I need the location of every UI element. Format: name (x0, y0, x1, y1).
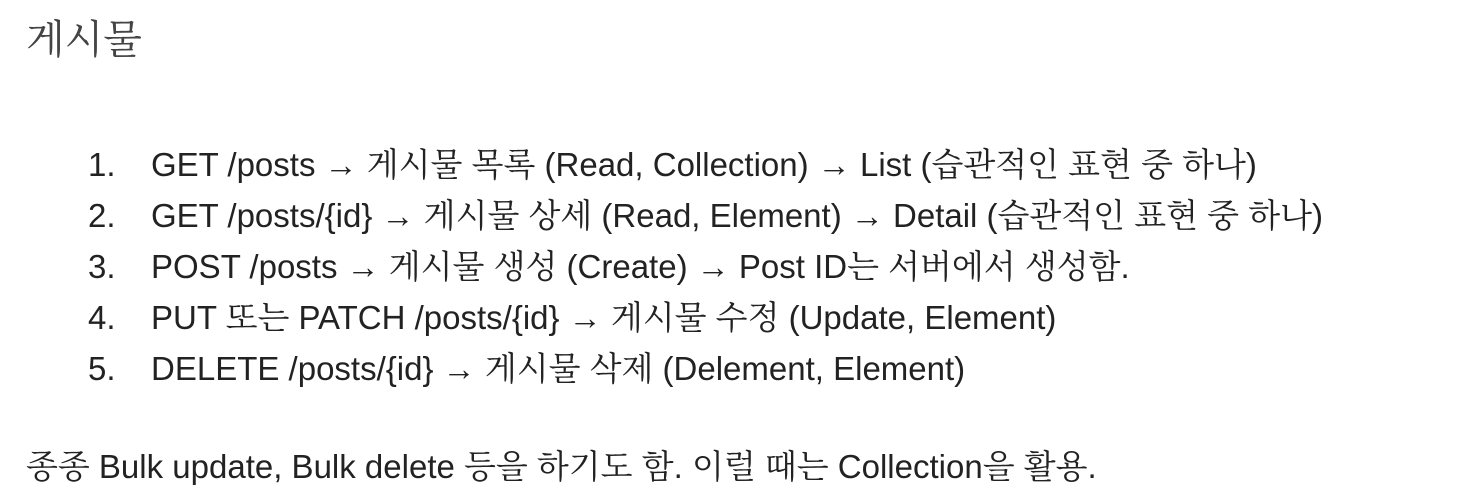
list-item (88, 193, 1323, 244)
list-item-number: 3. (88, 248, 116, 285)
list-item (88, 295, 1323, 346)
list-item (88, 142, 1323, 193)
endpoint-list (88, 142, 1323, 397)
list-item-number: 2. (88, 197, 116, 234)
bulk-note: 종종 Bulk update, Bulk delete 등을 하기도 함. 이럴 때는 Collection을 활용. (26, 448, 1097, 485)
list-item-text: GET /posts → 게시물 목록 (Read, Collection) → List (습관적인 표현 중 하나) (151, 146, 1257, 183)
list-item-number: 4. (88, 299, 116, 336)
list-item-text: GET /posts/{id} → 게시물 상세 (Read, Element) → Detail (습관적인 표현 중 하나) (151, 197, 1323, 234)
list-item-text: PUT 또는 PATCH /posts/{id} → 게시물 수정 (Update, Element) (151, 299, 1057, 336)
list-item (88, 244, 1323, 295)
list-item-number: 1. (88, 146, 116, 183)
list-item-number: 5. (88, 350, 116, 387)
list-item-text: POST /posts → 게시물 생성 (Create) → Post ID는 서버에서 생성함. (151, 248, 1130, 285)
list-item-text: DELETE /posts/{id} → 게시물 삭제 (Delement, Element) (151, 350, 966, 387)
page-title: 게시물 (26, 18, 142, 62)
list-item (88, 346, 1323, 397)
